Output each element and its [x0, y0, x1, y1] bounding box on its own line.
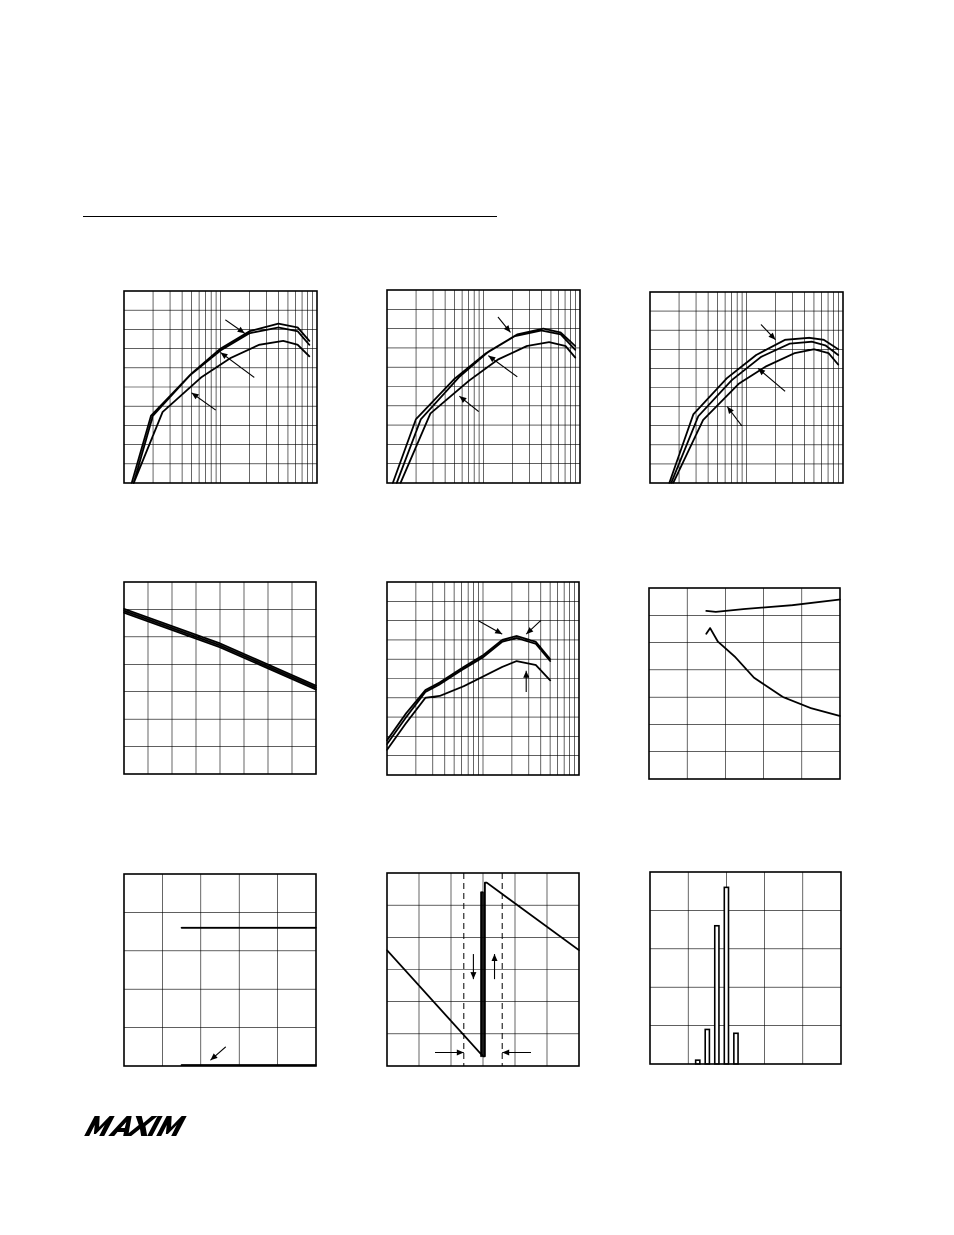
plot-frame: [124, 874, 316, 1066]
plot-1: [124, 291, 317, 483]
maxim-logo: [84, 1115, 196, 1137]
grid-lines: [649, 588, 840, 779]
annotation-arrow-2: [492, 954, 498, 979]
annotation-arrow-3: [523, 671, 529, 692]
annotation-arrow-2: [221, 352, 255, 377]
series-curve-2: [481, 892, 483, 1056]
annotation-arrow-3: [727, 407, 741, 426]
annotation-arrow-1: [478, 621, 502, 635]
plot-2: [387, 290, 580, 483]
annotation-arrow-3: [435, 1049, 464, 1055]
grid-lines: [124, 291, 317, 483]
plot-frame: [649, 588, 840, 779]
grid-lines: [387, 582, 579, 775]
annotation-arrow-2: [758, 368, 785, 391]
series-curve-1: [134, 324, 310, 483]
plot-4: [124, 582, 316, 774]
grid-lines: [124, 874, 316, 1066]
grid-lines: [387, 290, 580, 483]
annotation-arrow-1: [225, 320, 244, 333]
series-curve-2: [393, 331, 575, 484]
plot-9: [650, 872, 841, 1064]
annotation-arrow-1: [210, 1047, 225, 1060]
series-curve-3: [134, 341, 310, 483]
annotation-arrow-2: [526, 621, 540, 635]
annotation-arrow-1: [761, 324, 775, 339]
annotation-arrow-3: [192, 393, 216, 410]
grid-lines: [650, 872, 841, 1064]
plot-8: [387, 873, 579, 1066]
plot-3: [650, 292, 843, 483]
section-rule: [83, 216, 497, 217]
annotation-arrow-1: [470, 954, 476, 979]
plot-6: [649, 588, 840, 779]
bar-4: [724, 887, 728, 1064]
annotation-arrow-1: [498, 317, 511, 332]
bar-5: [734, 1033, 738, 1064]
bar-2: [705, 1029, 709, 1064]
annotation-arrow-2: [488, 356, 517, 377]
plot-frame: [650, 872, 841, 1064]
series-curve-1: [706, 600, 840, 612]
series-curve-2: [706, 628, 840, 716]
bar-3: [715, 926, 719, 1064]
grid-lines: [124, 582, 316, 774]
plot-7: [124, 874, 316, 1066]
plot-5: [387, 582, 579, 775]
series-curve-1: [669, 338, 838, 483]
annotation-arrow-4: [502, 1049, 531, 1055]
